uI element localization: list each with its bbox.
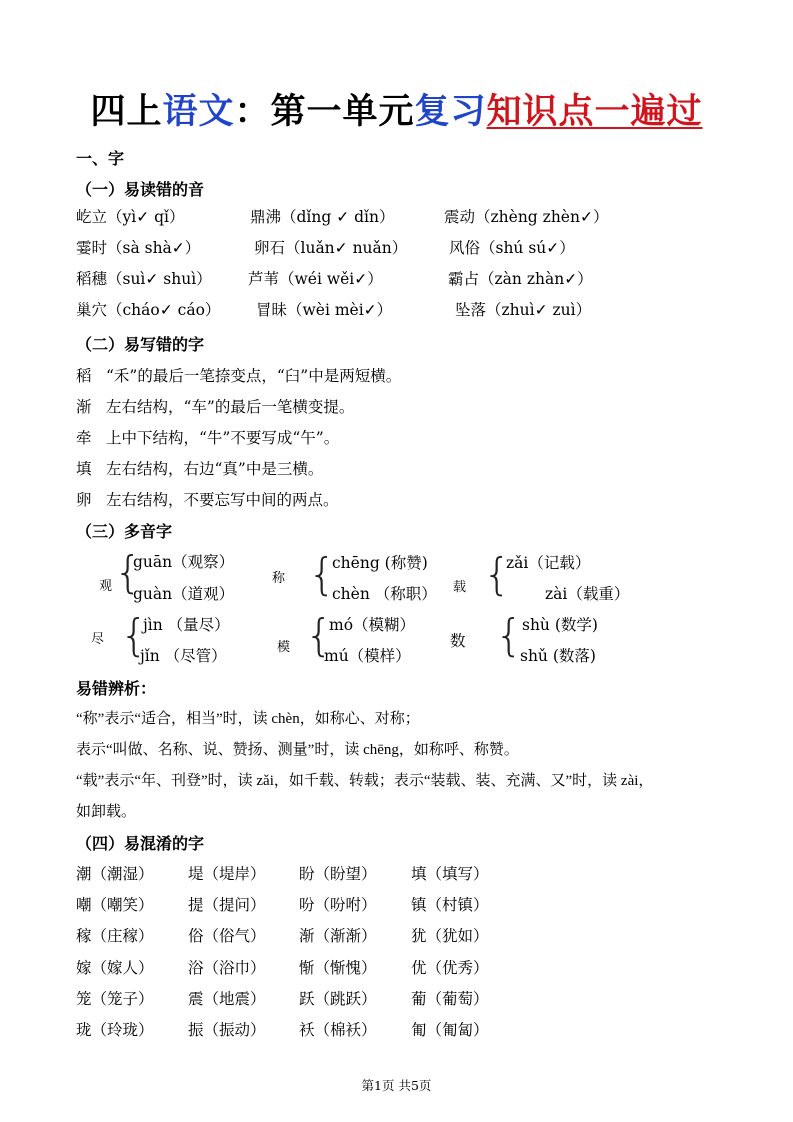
poly-char: 观 [99,579,113,594]
confuse-item: 吩（吩咐） [299,896,377,914]
write-char: 卵 [76,491,92,509]
confuse-item: 俗（俗气） [188,927,266,945]
brace-icon: { [308,549,336,600]
confuse-item: 嫁（嫁人） [76,959,154,977]
poly-reading: guān（观察） [133,553,235,571]
section-heading: 一、字 [76,149,125,168]
pron-item: 屹立（yì✓ qǐ） [76,208,185,226]
confuse-item: 填（填写） [411,865,489,883]
poly-reading: jìn （量尽） [143,616,230,634]
analysis-heading: 易错辨析： [76,679,157,698]
analysis-line: 如卸载。 [76,804,137,820]
pron-item: 霸占（zàn zhàn✓） [448,270,593,288]
confuse-item: 盼（盼望） [299,865,377,883]
pron-item: 震动（zhèng zhèn✓） [444,208,609,226]
confuse-item: 渐（渐渐） [299,927,377,945]
subsection-heading: （三）多音字 [76,522,173,541]
confuse-item: 提（提问） [188,896,266,914]
poly-reading: chèn （称职） [332,585,437,603]
poly-reading: shǔ (数落) [520,647,596,665]
pron-item: 卵石（luǎn✓ nuǎn） [254,239,408,257]
write-char: 稻 [76,367,92,385]
page-title: 四上语文：第一单元复习知识点一遍过 [90,92,703,132]
write-char: 渐 [76,398,92,416]
poly-reading: zǎi（记载） [506,554,591,572]
confuse-item: 笼（笼子） [76,990,154,1008]
subsection-heading: （一）易读错的音 [76,180,205,199]
poly-reading: chēng (称赞) [332,554,428,572]
write-desc: 左右结构，右边“真”中是三横。 [106,460,324,478]
analysis-line: 表示“叫做、名称、说、赞扬、测量”时，读 chēng，如称呼、称赞。 [76,742,519,758]
write-char: 填 [76,460,92,478]
confuse-item: 珑（玲珑） [76,1021,154,1039]
poly-reading: mó（模糊） [329,616,416,634]
subsection-heading: （四）易混淆的字 [76,834,205,853]
poly-reading: shù (数学) [522,616,598,634]
pron-item: 巢穴（cháo✓ cáo） [76,301,221,319]
confuse-item: 跃（跳跃） [299,990,377,1008]
pron-item: 坠落（zhuì✓ zuì） [455,301,592,319]
subsection-heading: （二）易写错的字 [76,335,205,354]
confuse-item: 稼（庄稼） [76,927,154,945]
confuse-item: 堤（堤岸） [188,865,266,883]
write-desc: “禾”的最后一笔捺变点，“臼”中是两短横。 [106,367,402,385]
pron-item: 霎时（sà shà✓） [76,239,201,257]
poly-reading: jǐn （尽管） [140,647,227,665]
confuse-item: 嘲（嘲笑） [76,896,154,914]
brace-icon: { [114,547,142,598]
analysis-line: “载”表示“年、刊登”时，读 zǎi，如千载、转载；表示“装载、装、充满、又”时，读 zài， [76,773,654,789]
poly-reading: guàn（道观） [133,585,235,603]
write-desc: 上中下结构，“牛”不要写成“午”。 [106,429,340,447]
confuse-item: 优（优秀） [411,959,489,977]
pron-item: 鼎沸（dǐng ✓ dǐn） [250,208,395,226]
brace-icon: { [495,610,523,661]
analysis-line: “称”表示“适合，相当”时，读 chèn，如称心、对称； [76,711,420,727]
confuse-item: 浴（浴巾） [188,959,266,977]
confuse-item: 匍（匍匐） [411,1021,489,1039]
confuse-item: 犹（犹如） [411,927,489,945]
write-desc: 左右结构，“车”的最后一笔横变提。 [106,398,355,416]
poly-reading: mú（模样） [324,647,411,665]
confuse-item: 潮（潮湿） [76,865,154,883]
brace-icon: { [120,610,148,661]
poly-char: 尽 [91,632,105,647]
poly-char: 模 [277,640,291,655]
brace-icon: { [483,549,511,600]
brace-icon: { [305,610,333,661]
confuse-item: 葡（葡萄） [411,990,489,1008]
pron-item: 芦苇（wéi wěi✓） [248,270,383,288]
write-char: 牵 [76,429,92,447]
pron-item: 冒昧（wèi mèi✓） [256,301,393,319]
pron-item: 稻穗（suì✓ shuì） [76,270,212,288]
confuse-item: 惭（惭愧） [299,959,377,977]
page-footer: 第1页 共5页 [361,1078,432,1093]
write-desc: 左右结构，不要忘写中间的两点。 [106,491,339,509]
pron-item: 风俗（shú sú✓） [449,239,575,257]
confuse-item: 袄（棉袄） [299,1021,377,1039]
confuse-item: 振（振动） [188,1021,266,1039]
poly-char: 称 [272,571,286,586]
poly-char: 数 [450,632,466,650]
poly-char: 载 [453,580,467,595]
poly-reading: zài（载重） [545,585,630,603]
confuse-item: 震（地震） [188,990,266,1008]
confuse-item: 镇（村镇） [411,896,489,914]
